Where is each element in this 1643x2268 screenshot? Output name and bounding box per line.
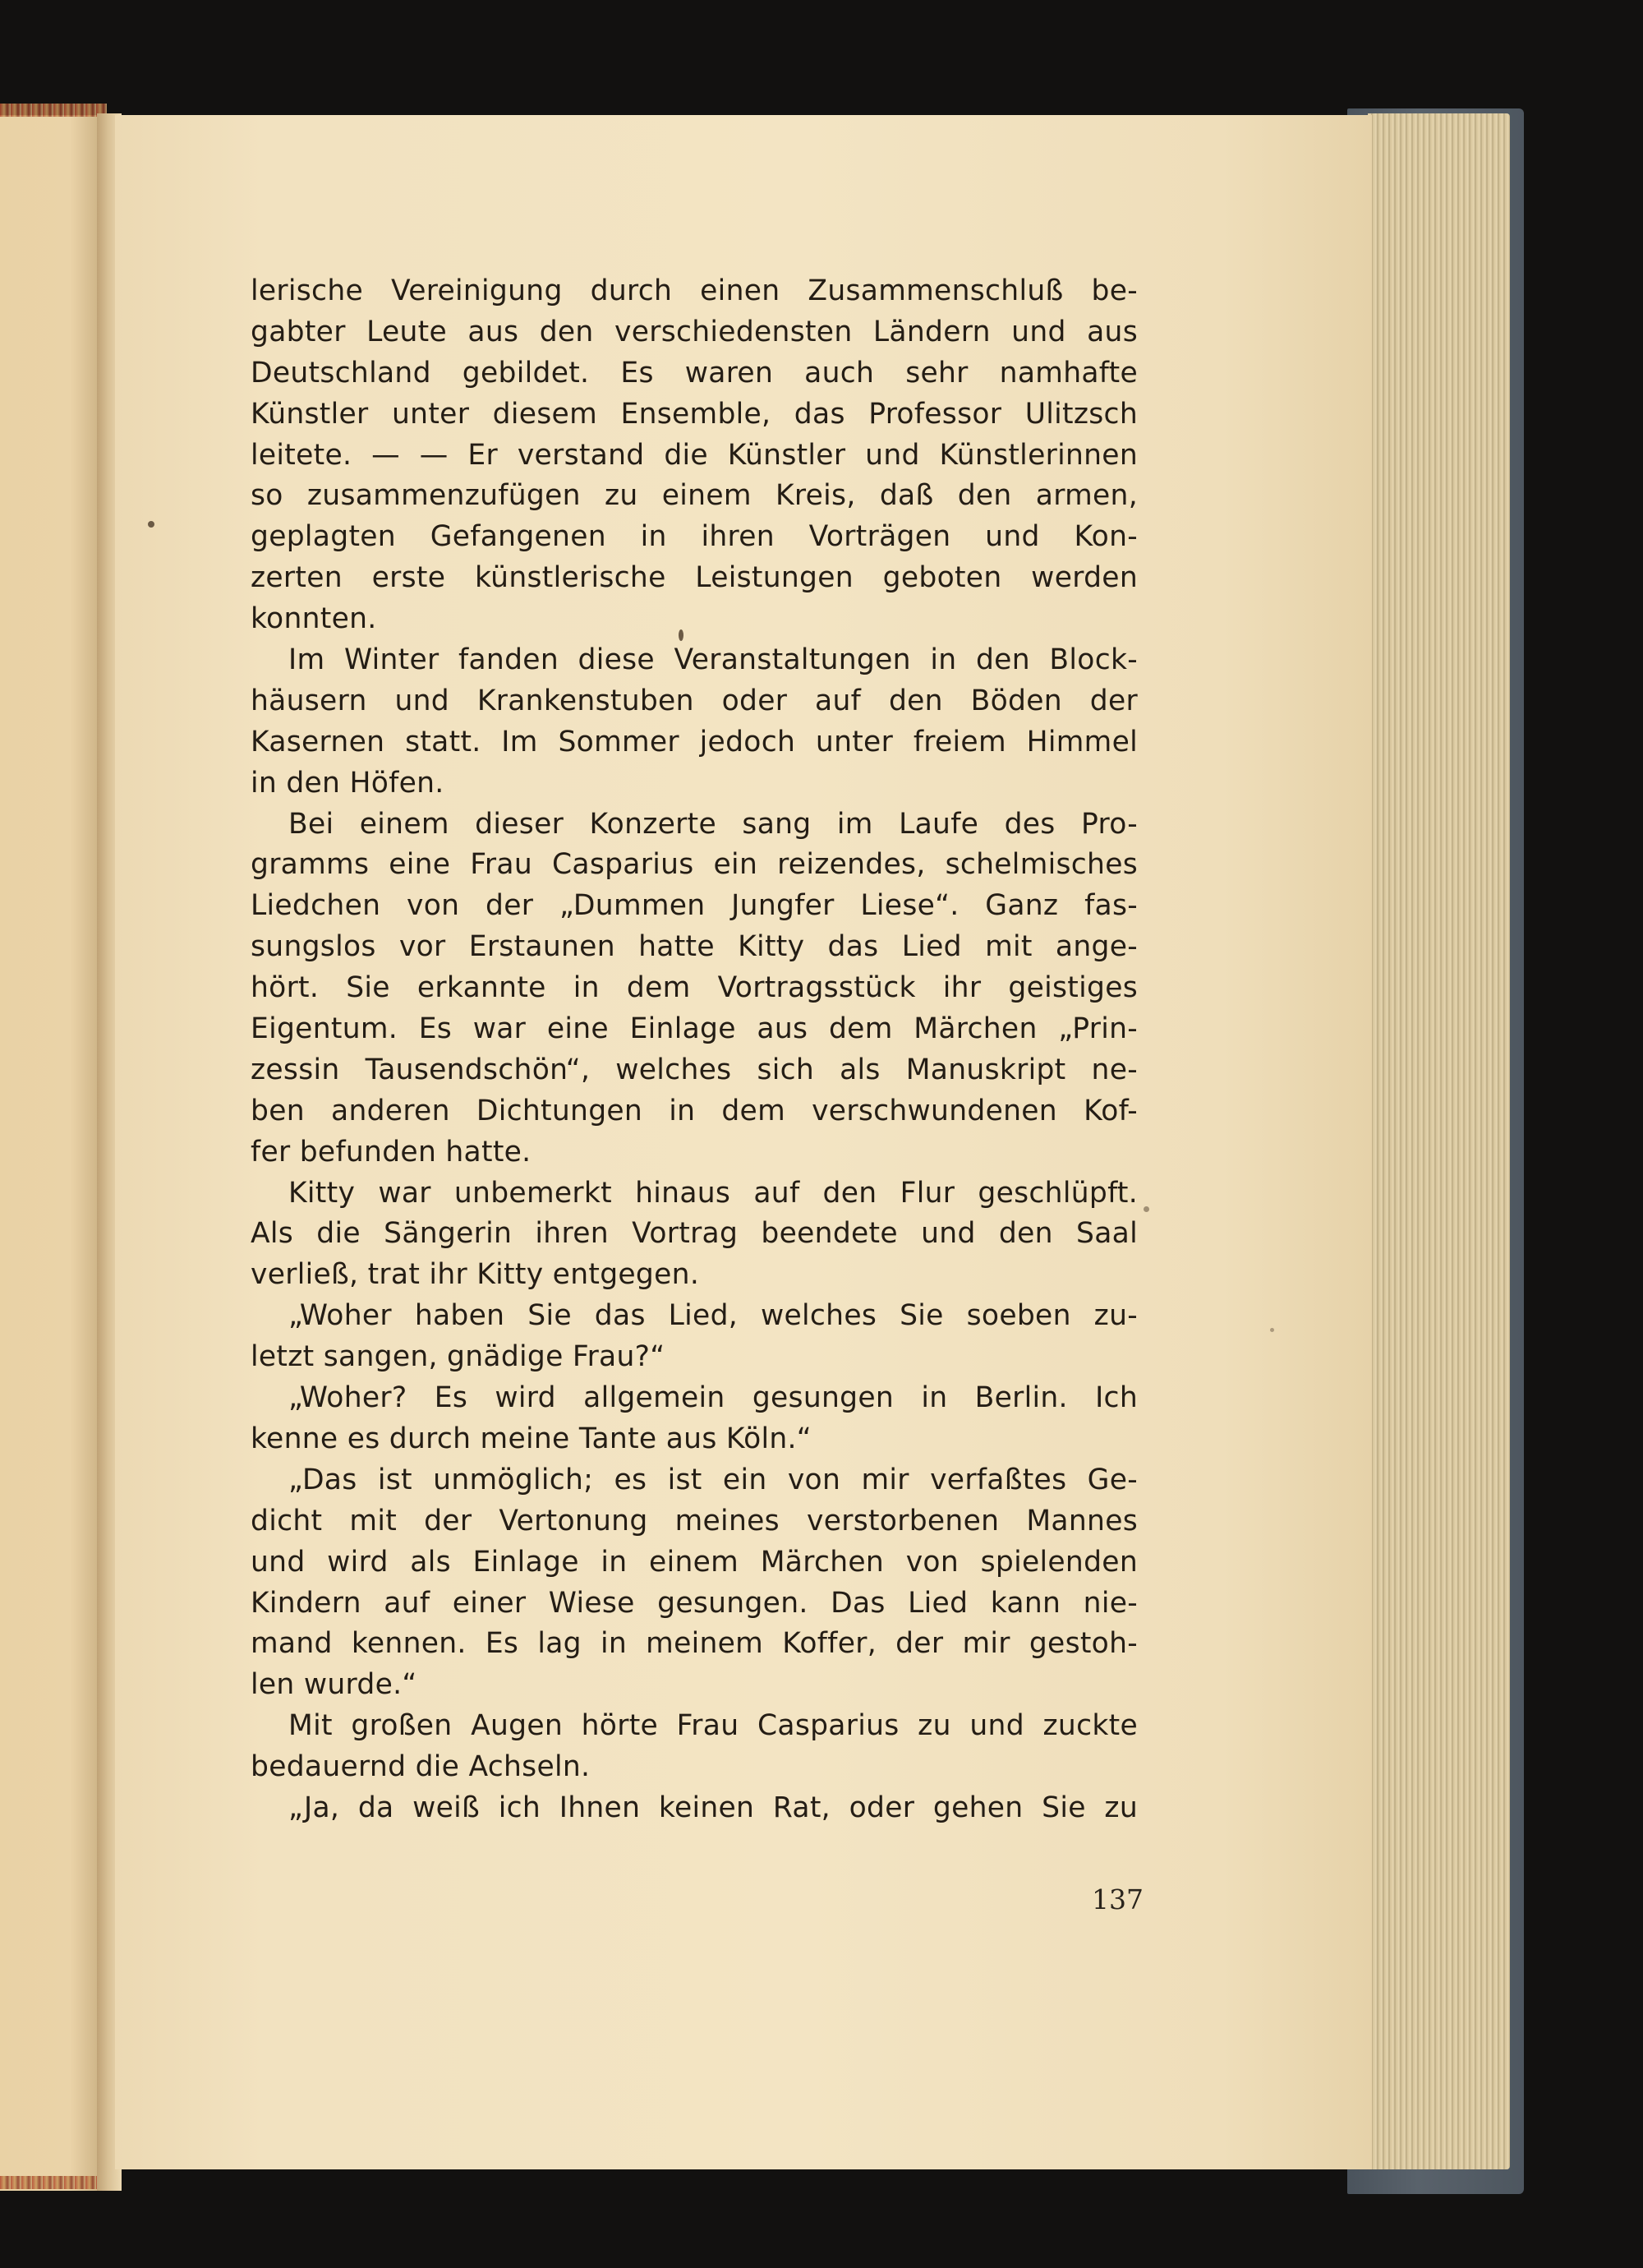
text-line: Eigentum. Es war eine Einlage aus dem Märchen „Prin- bbox=[251, 1012, 1138, 1046]
left-page-top-edge bbox=[0, 104, 107, 117]
paragraph bbox=[251, 1296, 1138, 1378]
text-line: und wird als Einlage in einem Märchen von spielenden bbox=[251, 1545, 1138, 1579]
text-line: dicht mit der Vertonung meines verstorbenen Mannes bbox=[251, 1504, 1138, 1537]
paragraph bbox=[251, 271, 1138, 640]
paragraph bbox=[251, 640, 1138, 804]
page-number: 137 bbox=[1092, 1883, 1144, 1915]
text-line: zessin Tausendschön“, welches sich als Manuskript ne- bbox=[251, 1053, 1138, 1086]
text-line: zerten erste künstlerische Leistungen geboten werden bbox=[251, 561, 1138, 595]
text-line: konnten. bbox=[251, 602, 377, 636]
text-line: Kitty war unbemerkt hinaus auf den Flur geschlüpft. bbox=[288, 1176, 1138, 1210]
text-line: „Das ist unmöglich; es ist ein von mir verfaßtes Ge- bbox=[288, 1463, 1138, 1496]
text-line: Liedchen von der „Dummen Jungfer Liese“. Ganz fas- bbox=[251, 889, 1138, 923]
text-line: „Woher haben Sie das Lied, welches Sie soeben zu- bbox=[288, 1299, 1138, 1333]
paper-speck bbox=[1270, 1328, 1274, 1332]
text-line: Kasernen statt. Im Sommer jedoch unter freiem Himmel bbox=[251, 725, 1138, 758]
body-text bbox=[251, 271, 1138, 1829]
text-line: len wurde.“ bbox=[251, 1668, 417, 1702]
text-line: Bei einem dieser Konzerte sang im Laufe des Pro- bbox=[288, 807, 1138, 841]
paper-speck bbox=[1144, 1206, 1149, 1212]
text-line: „Woher? Es wird allgemein gesungen in Berlin. Ich bbox=[288, 1381, 1138, 1415]
paragraph bbox=[251, 1378, 1138, 1460]
text-line: fer befunden hatte. bbox=[251, 1135, 532, 1169]
text-line: lerische Vereinigung durch einen Zusammenschluß be- bbox=[251, 274, 1138, 307]
text-line: leitete. — — Er verstand die Künstler und Künstlerinnen bbox=[251, 438, 1138, 472]
text-line: hört. Sie erkannte in dem Vortragsstück ihr geistiges bbox=[251, 971, 1138, 1005]
text-line: sungslos vor Erstaunen hatte Kitty das Lied mit ange- bbox=[251, 930, 1138, 964]
paragraph bbox=[251, 1788, 1138, 1829]
text-line: Im Winter fanden diese Veranstaltungen in den Block- bbox=[288, 643, 1138, 677]
paper-speck bbox=[148, 521, 154, 528]
paragraph bbox=[251, 1460, 1138, 1706]
text-line: Mit großen Augen hörte Frau Casparius zu und zuckte bbox=[288, 1709, 1138, 1743]
text-line: geplagten Gefangenen in ihren Vorträgen und Kon- bbox=[251, 520, 1138, 554]
text-line: bedauernd die Achseln. bbox=[251, 1750, 591, 1784]
text-line: mand kennen. Es lag in meinem Koffer, der mir gestoh- bbox=[251, 1627, 1138, 1661]
paragraph bbox=[251, 1173, 1138, 1297]
text-line: letzt sangen, gnädige Frau?“ bbox=[251, 1340, 665, 1374]
text-line: Künstler unter diesem Ensemble, das Professor Ulitzsch bbox=[251, 397, 1138, 431]
paragraph bbox=[251, 804, 1138, 1173]
left-page-bottom-edge bbox=[0, 2176, 107, 2189]
text-line: Deutschland gebildet. Es waren auch sehr namhafte bbox=[251, 356, 1138, 390]
left-page bbox=[0, 115, 100, 2191]
text-line: häusern und Krankenstuben oder auf den Böden der bbox=[251, 684, 1138, 717]
text-line: kenne es durch meine Tante aus Köln.“ bbox=[251, 1422, 812, 1455]
text-line: gramms eine Frau Casparius ein reizendes, schelmisches bbox=[251, 848, 1138, 882]
text-line: Kindern auf einer Wiese gesungen. Das Lied kann nie- bbox=[251, 1586, 1138, 1620]
paragraph bbox=[251, 1706, 1138, 1788]
text-line: verließ, trat ihr Kitty entgegen. bbox=[251, 1258, 700, 1292]
text-line: so zusammenzufügen zu einem Kreis, daß den armen, bbox=[251, 479, 1138, 513]
text-line: Als die Sängerin ihren Vortrag beendete und den Saal bbox=[251, 1217, 1138, 1251]
text-line: „Ja, da weiß ich Ihnen keinen Rat, oder gehen Sie zu bbox=[288, 1791, 1138, 1824]
text-line: gabter Leute aus den verschiedensten Ländern und aus bbox=[251, 315, 1138, 348]
text-line: ben anderen Dichtungen in dem verschwundenen Kof- bbox=[251, 1094, 1138, 1127]
page-edges bbox=[1368, 113, 1510, 2169]
text-line: in den Höfen. bbox=[251, 766, 444, 800]
